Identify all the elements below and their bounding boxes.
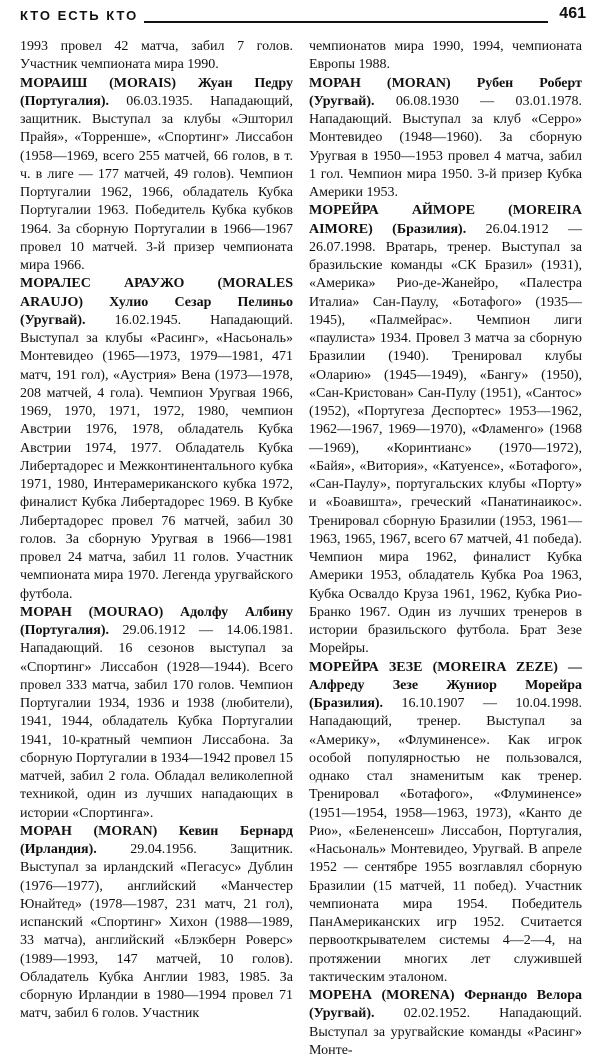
entry-text: 06.08.1930 — 03.01.1978. Нападающий. Выступал за клуб «Серро» Монтевидео (1948—1960). За сборную Уругвая в 1950—1953 провел 4 матча, забил 1 гол. Чемпион мира 1950. 3-й призер Кубка Америки 1953. <box>309 93 582 200</box>
entry-mourao <box>20 604 293 823</box>
entry-morena <box>309 987 582 1060</box>
entry-text: 16.10.1907 — 10.04.1998. Нападающий, тренер. Выступал за «Америку», «Флуминенсе». Как игрок особой популярностью не пользовался, однако стал знаменитым как тренер. Тренировал «Ботафого», «Флуминенсе» (1951—1954, 1958—1963, 1973), «Канто де Рио», «Белененсеш» Лиссабон, Португалия, «Насьональ» Монтевидео, Уругвай. В апреле 1952 — сентябре 1955 возглавлял сборную Бразилии (15 матчей, 11 побед). Участник чемпионата мира 1954. Победитель ПанАмериканских игр 1952. Считается первооткрывателем системы 4—2—4, на протяжении многих лет служившей тактическим эталоном. <box>309 696 582 985</box>
entry-text: 26.04.1912 — 26.07.1998. Вратарь, тренер. Выступал за бразильские команды «СК Бразил» (1931), «Америка» Рио-де-Жанейро, «Палестра Италиа» Сан-Паулу, «Ботафого» (1935—1945), «Палмейрас». Чемпион лиги «паулиста» 1934. Провел 3 матча за сборную Бразилии (1940). Тренировал клубы «Оларию» (1945—1949), «Бангу» (1950), «Сан-Кристован» Сан-Пулу (1951), «Сантос» (1952), «Португеза Деспортес» 1953—1962, 1962—1967, 1969—1970), «Фламенго» (1968—1969), «Коринтианс» (1970—1972), «Байя», «Витория», «Катуенсе», «Ботафого», «Сан-Паулу», португальских клубы «Порту» и «Боавишта», греческий «Панатинаикос». Тренировал сборную Бразилии (1953, 1961—1963, 1965, 1967, всего 67 матчей, 41 победа). Чемпион мира 1962, финалист Кубка Америки 1953, обладатель Кубка Роа 1963, Кубка Освалдо Круза 1961, 1962, Кубка Рио-Бранко 1967. Один из лучших тренеров в истории бразильского футбола. Брат Зезе Морейры. <box>309 221 582 657</box>
header-rule <box>144 21 548 23</box>
running-title: КТО ЕСТЬ КТО <box>20 8 139 23</box>
left-column <box>20 38 293 1022</box>
entry-moreira-zeze <box>309 659 582 988</box>
running-header <box>20 4 586 28</box>
entry-text: 06.03.1935. Нападающий, защитник. Выступал за клубы «Эшторил Прайя», «Торренше», «Спортинг» Лиссабон (1958—1969, всего 255 матчей, 66 голов, в т. ч. в лиге — 177 матчей, 49 голов). Чемпион Португалии 1962, 1966, обладатель Кубка Португалии 1963. Победитель Кубка кубков 1964. За сборную Португалии в 1966—1967 провел 10 матчей. 3-й призер чемпионата мира 1966. <box>20 93 293 273</box>
right-column <box>309 38 582 1058</box>
continued-text: 1993 провел 42 матча, забил 7 голов. Участник чемпионата мира 1990. <box>20 39 293 73</box>
entry-heading: МОРАН (MORAN) Кевин Бернард (Ирландия). <box>20 823 293 857</box>
entry-heading: МОРЕНА (MORENA) Фернандо Велора (Уругвай). <box>309 988 582 1022</box>
entry-morales-araujo <box>20 275 293 604</box>
entry-moran-ruben <box>309 75 582 203</box>
entry-heading: МОРАЛЕС АРАУЖО (MORALES ARAUJO) Хулио Сезар Пелиньо (Уругвай). <box>20 276 293 328</box>
entry-text: 29.04.1956. Защитник. Выступал за ирландский «Пегасус» Дублин (1976—1977), английский «Манчестер Юнайтед» (1978—1987, 231 матч, 21 гол), испанский «Спортинг» Хихон (1988—1989, 33 матча), английский «Блэкберн Роверс» (1989—1993, 147 матчей, 10 голов). Обладатель Кубка Англии 1983, 1985. За сборную Ирландии в 1980—1994 провел 71 матч, забил 6 голов. Участник <box>20 842 293 1022</box>
entry-morais <box>20 75 293 276</box>
entry-heading: МОРЕЙРА ЗЕЗЕ (MOREIRA ZEZE) — Алфреду Зезе Жуниор Морейра (Бразилия). <box>309 659 582 711</box>
entry-heading: МОРЕЙРА АЙМОРЕ (MOREIRA AIMORE) (Бразилия). <box>309 203 582 237</box>
continued-text: чемпионатов мира 1990, 1994, чемпионата Европы 1988. <box>309 39 582 73</box>
entry-heading: МОРАН (MORAN) Рубен Роберт (Уругвай). <box>309 75 582 109</box>
entry-moran-kevin <box>20 823 293 1024</box>
entry-text: 29.06.1912 — 14.06.1981. Нападающий. 16 сезонов выступал за «Спортинг» Лиссабон (1928—1944). Всего провел 333 матча, забил 170 голов. Чемпион Португалии 1934, 1936 и 1938 (любители), 1941, 1944, обладатель Кубка Португалии 1941, 10-кратный чемпион Лиссабона. За сборную Португалии в 1934—1942 провел 15 матчей, забил 2 гола. Обладал великолепной техникой, один из лучших нападающих в истории «Спортинга». <box>20 623 293 821</box>
entry-heading: МОРАН (MOURAO) Адолфу Албину (Португалия). <box>20 604 293 638</box>
entry-text: 16.02.1945. Нападающий. Выступал за клубы «Расинг», «Насьональ» Монтевидео (1965—1973, 1979—1981, 471 матч, 191 гол), «Аустрия» Вена (1973—1978, 208 матчей, 4 гола). Чемпион Уругвая 1966, 1969, 1970, 1971, 1972, 1980, чемпион Австрии 1976, 1978, обладатель Кубка Австрии 1974, 1977. Обладатель Кубка Либертадорес и Межконтинентального кубка 1971, 1980, Интерамериканского кубка 1972, финалист Кубка Либертадорес 1969. В Кубке Либертадорес провел 76 матчей, забил 30 голов. За сборную Уругвая в 1966—1981 провел 24 матча, забил 11 голов. Участник чемпионата мира 1970. Легенда уругвайского футбола. <box>20 312 293 602</box>
entry-heading: МОРАИШ (MORAIS) Жуан Педру (Португалия). <box>20 75 293 109</box>
entry-text: 02.02.1952. Нападающий. Выступал за уругвайские команды «Расинг» Монте- <box>309 1006 582 1058</box>
page-number: 461 <box>559 5 586 22</box>
entry-moreira-aimore <box>309 202 582 658</box>
